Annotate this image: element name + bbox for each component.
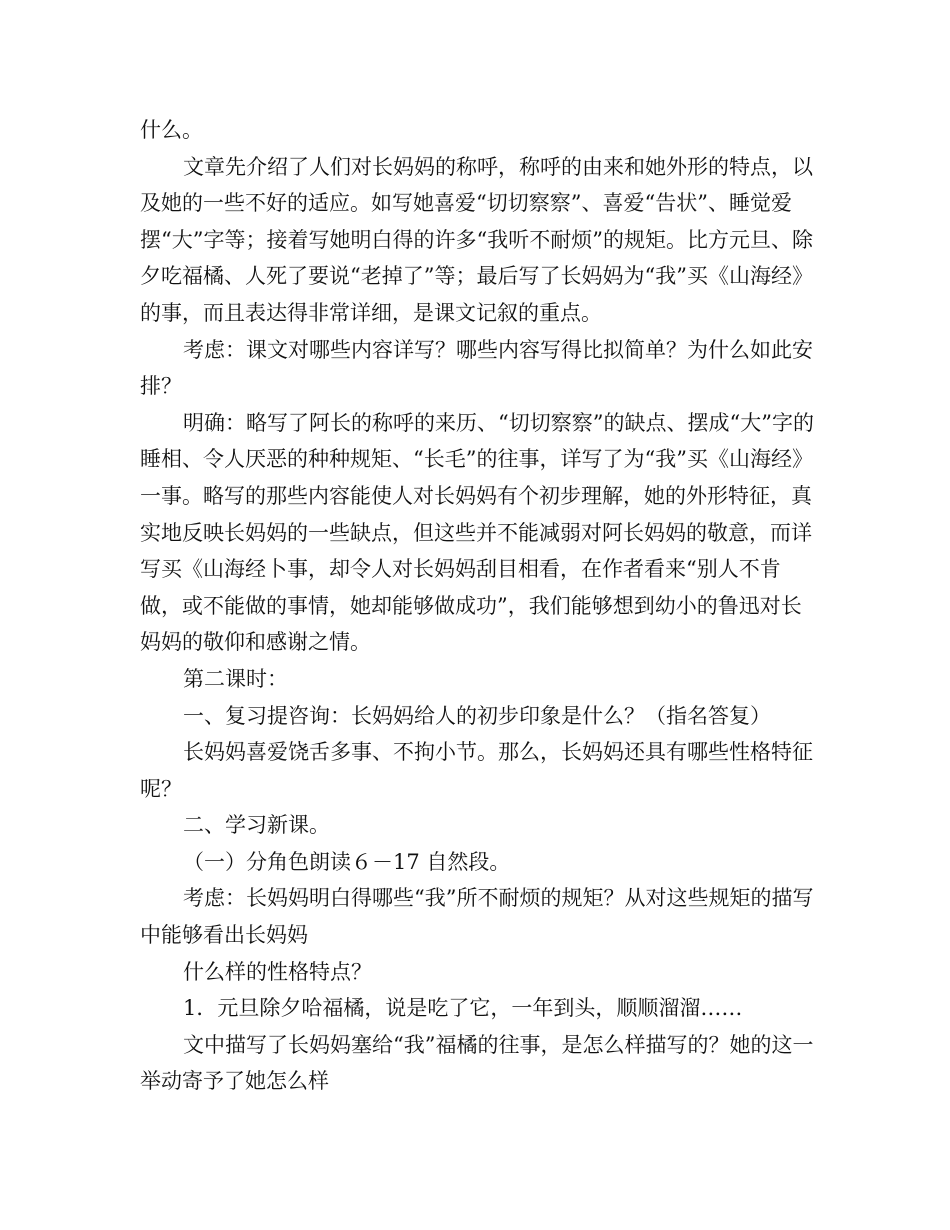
paragraph-role-reading: （一）分角色朗读６－17 自然段。	[183, 849, 511, 874]
paragraph-answer: 明确：略写了阿长的称呼的来历、“切切察察”的缺点、摆成“大”字的睡相、令人厌恶的种种规矩、“长毛”的往事，详写了为“我”买《山海经》一事。略写的那些内容能使人对长妈妈有个初步理解，她的外形特征，真实地反映长妈妈的一些缺点，但这些并不能减弱对阿长妈妈的敬意，而详写买《山海经卜事，却令人对长妈妈刮目相看，在作者看来“别人不肯做，或不能做的事情，她却能够做成功”，我们能够想到幼小的鲁迅对长妈妈的敬仰和感谢之情。	[140, 410, 814, 655]
paragraph-review-question: 一、复习提咨询：长妈妈给人的初步印象是什么？（指名答复）	[183, 703, 771, 728]
document-body	[140, 112, 820, 1100]
section-heading-second-lesson: 第二课时：	[183, 666, 288, 691]
paragraph-list-item-1: 1．元旦除夕哈福橘，说是吃了它，一年到头，顺顺溜溜……	[183, 996, 743, 1021]
paragraph-rules-question-cont: 什么样的性格特点？	[183, 959, 372, 984]
paragraph-rules-question: 考虑：长妈妈明白得哪些“我”所不耐烦的规矩？从对这些规矩的描写中能够看出长妈妈	[140, 886, 814, 948]
paragraph-continuation: 什么。	[140, 118, 203, 142]
paragraph-review-answer: 长妈妈喜爱饶舌多事、不拘小节。那么，长妈妈还具有哪些性格特征呢？	[140, 740, 813, 801]
paragraph-article-intro: 文章先介绍了人们对长妈妈的称呼，称呼的由来和她外形的特点，以及她的一些不好的适应。如写她喜爱“切切察察”、喜爱“告状”、睡觉爱摆“大”字等；接着写她明白得的许多“我听不耐烦”的规矩。比方元旦、除夕吃福橘、人死了要说“老掉了”等；最后写了长妈妈为“我”买《山海经》的事，而且表达得非常详细，是课文记叙的重点。	[140, 154, 813, 325]
section-heading-new-lesson: 二、学习新课。	[183, 813, 330, 838]
paragraph-orange-question: 文中描写了长妈妈塞给“我”福橘的往事，是怎么样描写的？她的这一举动寄予了她怎么样	[140, 1032, 814, 1094]
paragraph-question-detail: 考虑：课文对哪些内容详写？哪些内容写得比拟简单？为什么如此安排？	[140, 337, 813, 399]
